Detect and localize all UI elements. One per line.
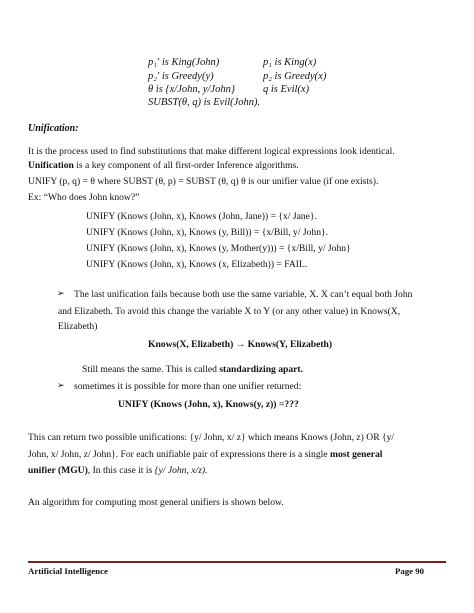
bold-term: most general [329,449,383,460]
formula-p1-prime: p₁′ is King(John) [148,57,220,68]
centered-formula: UNIFY (Knows (John, x), Knows(y, z)) =??? [118,399,299,410]
example-line: UNIFY (Knows (John, x), Knows (x, Elizabeth)) = FAIL. [86,259,308,270]
paragraph-line: It is the process used to find substitutions that make different logical expressions look identical. [28,146,395,157]
example-line: UNIFY (Knows (John, x), Knows (John, Jane)) = {x/ Jane}. [86,211,317,222]
example-label: Ex: “Who does John know?” [28,192,140,203]
footer-title: Artificial Intelligence [28,566,108,576]
bullet-line: Elizabeth) [58,321,98,332]
bold-term: standardizing apart. [219,364,304,375]
formula-subst: SUBST(θ, q) is Evil(John). [148,97,261,108]
arrow-bullet-icon: ➢ [57,380,65,390]
bold-term: Unification [28,160,74,171]
example-line: UNIFY (Knows (John, x), Knows (y, Bill)) = {x/Bill, y/ John}. [86,227,329,238]
text-span: Still means the same. This is called [82,364,220,375]
footer-rule [28,561,446,563]
page-number: Page 90 [395,566,425,576]
text-span: John, x/ John, z/ John}. For each unifiable pair of expressions there is a single [28,449,330,460]
formula-p2: p₂ is Greedy(x) [263,71,327,82]
text-span: is a key component of all first-order Inference algorithms. [73,160,299,171]
centered-formula: Knows(X, Elizabeth) → Knows(Y, Elizabeth) [148,339,333,350]
italic-term: {y/ John, x/z). [154,465,208,476]
section-heading: Unification: [28,123,79,134]
bullet-line: sometimes it is possible for more than one unifier returned: [74,381,302,392]
formula-theta: θ is {x/John, y/John} [148,84,236,95]
paragraph-line [28,159,299,172]
formula-p1: p₁ is King(x) [263,57,317,68]
text-span: , In this case it is [87,465,155,476]
paragraph-line [82,363,303,376]
bullet-line: The last unification fails because both use the same variable, X. X can’t equal both John [74,289,413,300]
paragraph-line: This can return two possible unifications: {y/ John, x/ z} which means Knows (John, z) OR {y/ [28,432,395,443]
example-line: UNIFY (Knows (John, x), Knows (y, Mother(y))) = {x/Bill, y/ John} [86,243,351,254]
paragraph-line [28,448,382,461]
bullet-line: and Elizabeth. To avoid this change the variable X to Y (or any other value) in Knows(X, [58,306,401,317]
formula-q: q is Evil(x) [263,84,310,95]
paragraph-line [28,464,208,477]
paragraph-line: UNIFY (p, q) = θ where SUBST (θ, p) = SUBST (θ, q) θ is our unifier value (if one exists). [28,176,379,187]
arrow-bullet-icon: ➢ [57,288,65,298]
paragraph-line: An algorithm for computing most general unifiers is shown below. [28,497,284,508]
formula-p2-prime: p₂′ is Greedy(y) [148,71,214,82]
bold-term: unifier (MGU) [28,465,88,476]
